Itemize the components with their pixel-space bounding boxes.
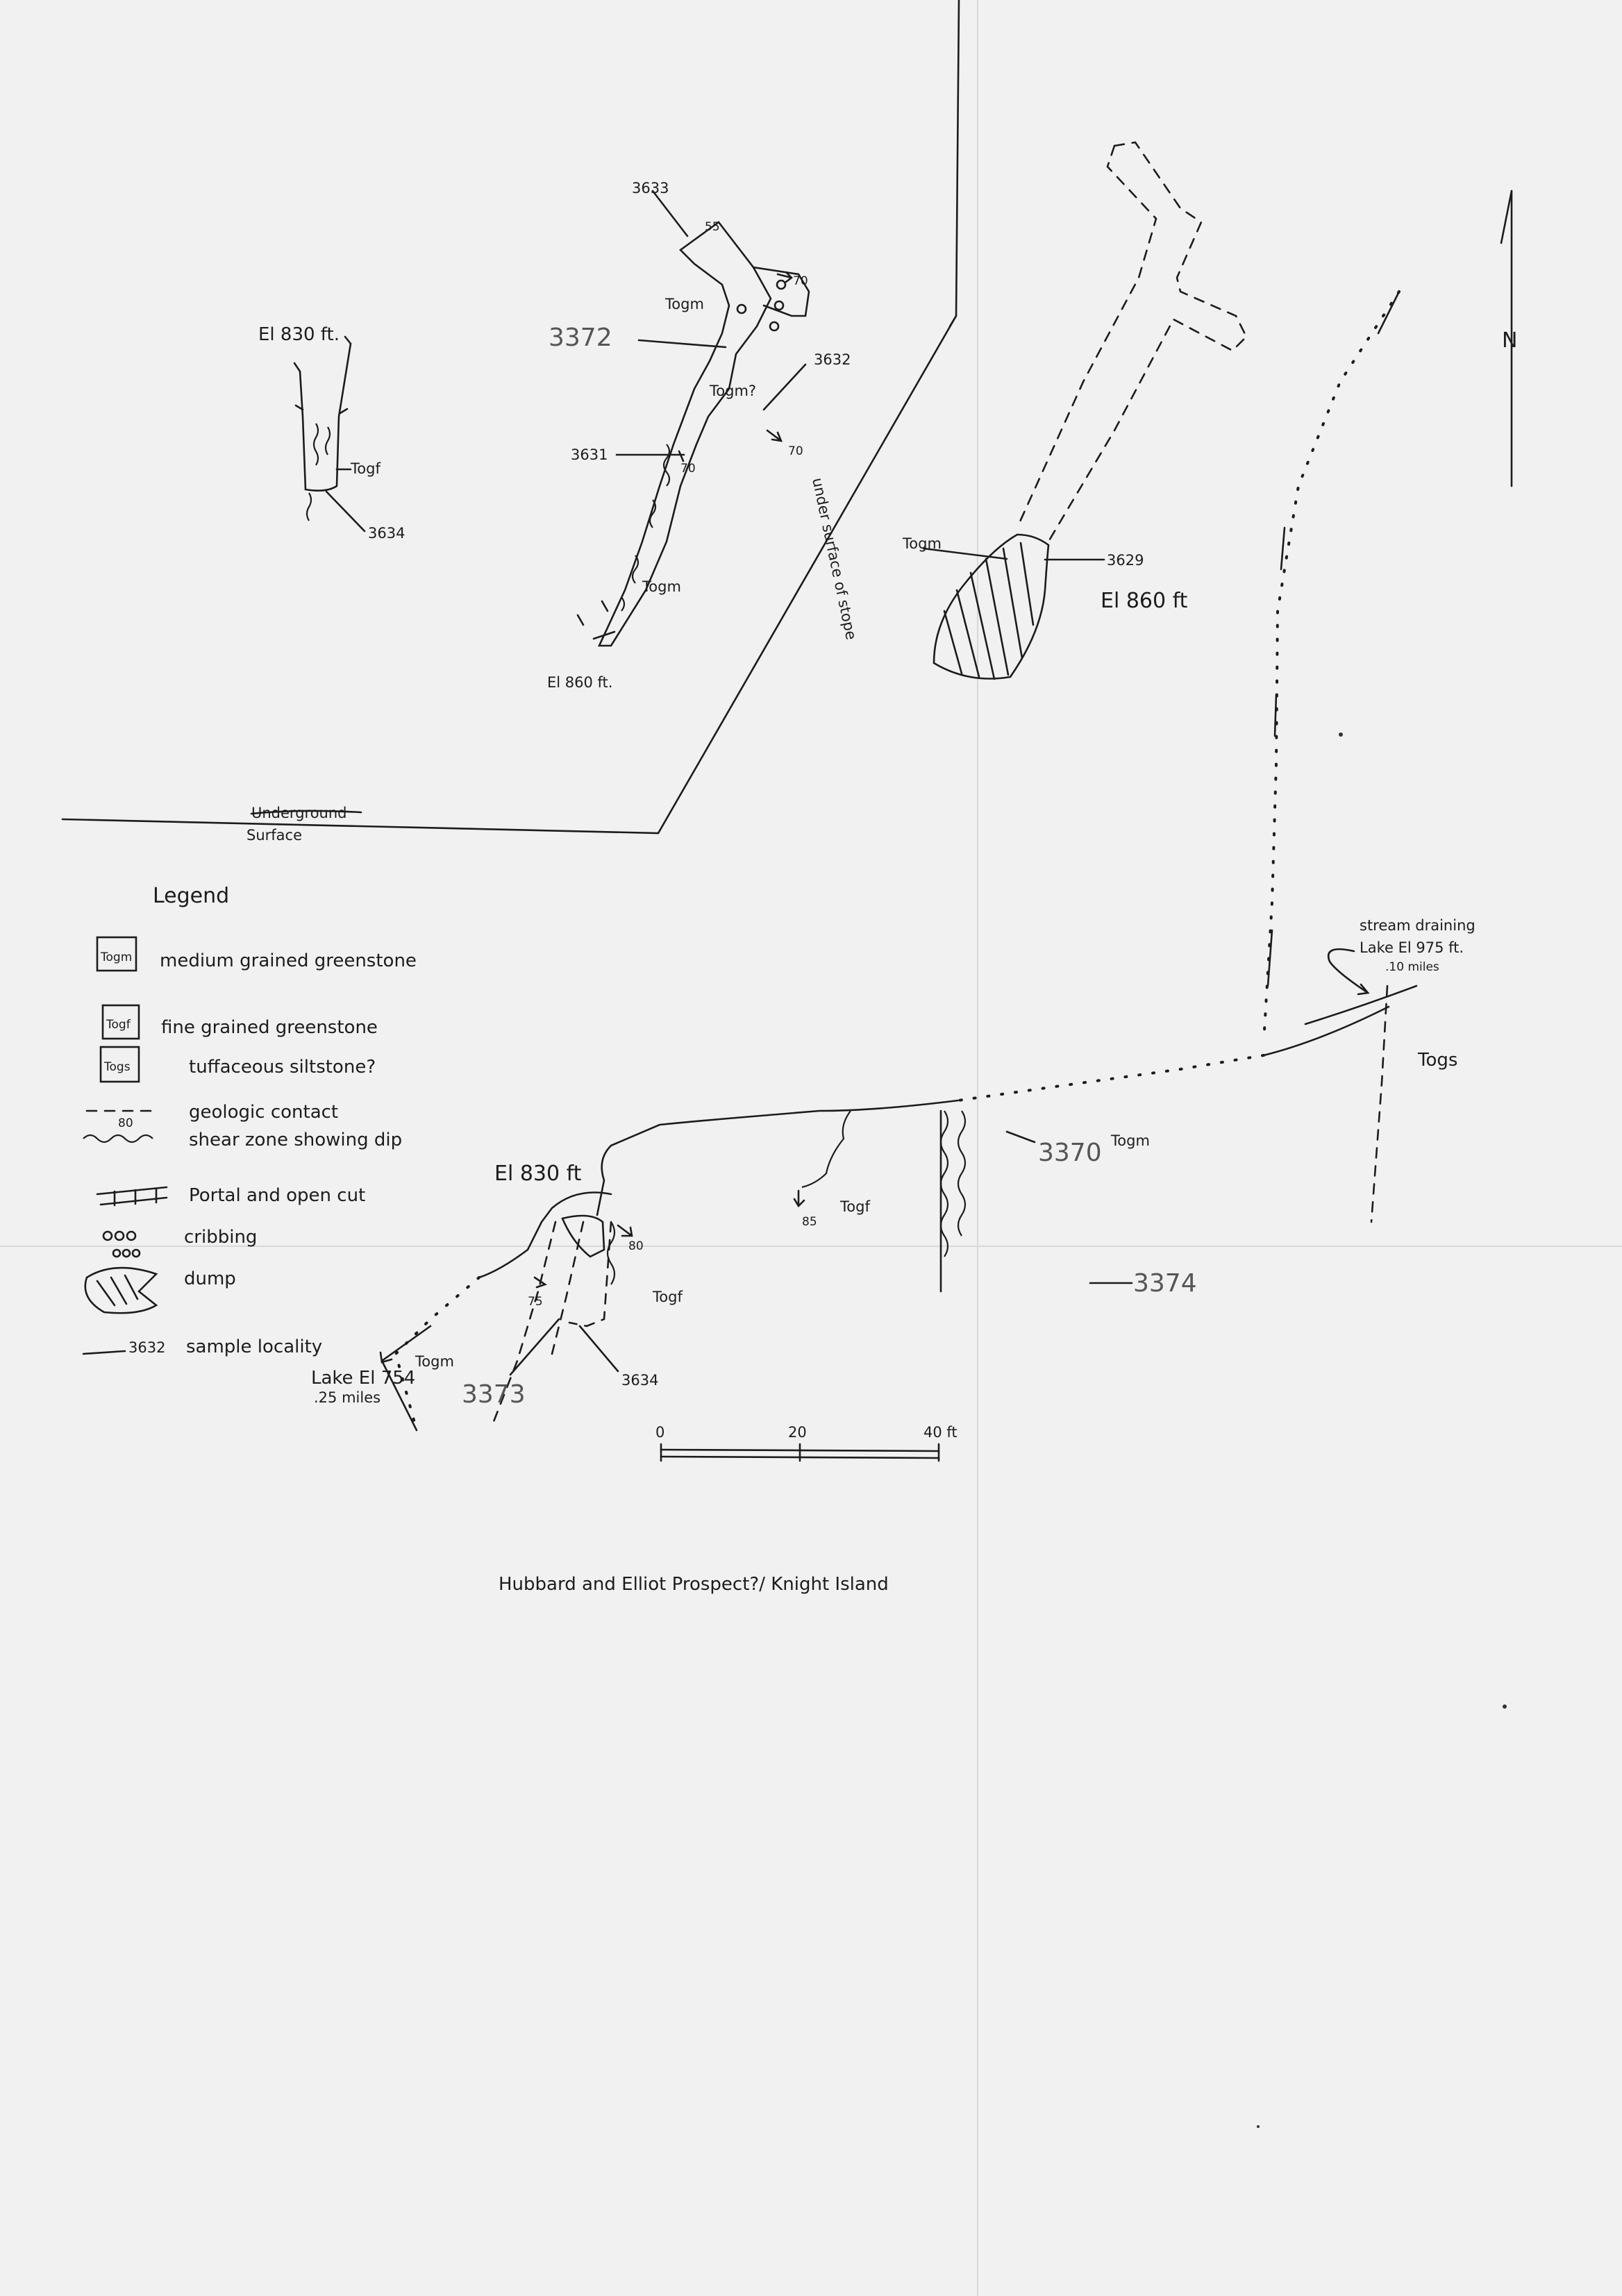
divider-tick: [950, 316, 956, 326]
shear-zone-center-left: [941, 1111, 948, 1257]
center-adit-dip-1: 70: [793, 274, 808, 288]
scale-label-0: 0: [655, 1424, 665, 1441]
shear-zone-center-right: [958, 1111, 965, 1236]
leader-3373: [510, 1319, 559, 1375]
dip-80: 80: [628, 1239, 644, 1253]
dip-85: 85: [802, 1215, 817, 1229]
trail-west: [597, 1100, 958, 1215]
left-adit-shear: [314, 424, 330, 465]
portal-elevation: El 830 ft: [494, 1162, 582, 1186]
right-adit-sample: 3629: [1107, 552, 1144, 569]
contact-east: [1371, 986, 1387, 1222]
legend-symbol-cribbing: [103, 1232, 135, 1240]
cribbing-3: [775, 301, 783, 310]
legend-text-togf: fine grained greenstone: [161, 1017, 378, 1038]
legend-sample-leader: [83, 1351, 125, 1354]
center-adit-portal: [578, 601, 614, 639]
lake-east-elevation: Lake El 975 ft.: [1360, 939, 1464, 956]
legend-symbol-portal: [97, 1187, 167, 1205]
pencil-3374: 3374: [1133, 1269, 1197, 1298]
right-adit-east-wall: [1048, 142, 1246, 542]
sample-3634-surface: 3634: [621, 1372, 659, 1389]
map-title: Hubbard and Elliot Prospect?/ Knight Island: [499, 1574, 889, 1595]
paper-speck-2: [1257, 2125, 1260, 2128]
pencil-3373: 3373: [462, 1380, 526, 1409]
center-adit-elevation: El 860 ft.: [547, 674, 613, 691]
contact-portal-east: [569, 1222, 611, 1326]
legend-symbol-dump: [85, 1250, 156, 1313]
unit-togm-sw: Togm: [415, 1353, 454, 1370]
left-adit-shear-tail: [307, 493, 311, 521]
surface-map: [311, 292, 1475, 1430]
unit-togs-east: Togs: [1418, 1050, 1458, 1071]
unit-togm-center: Togm: [1111, 1132, 1150, 1149]
trail-east: [1264, 1007, 1389, 1055]
left-adit-sample-leader: [326, 492, 365, 531]
stream-east-branch: [1305, 986, 1416, 1024]
underground-surface-divider: [62, 0, 959, 833]
legend-dump-outline: [85, 1268, 156, 1313]
legend-symbol-togf: Togf: [106, 1018, 131, 1032]
dip-arrow-80: [618, 1225, 632, 1236]
sample-3633: 3633: [632, 180, 669, 196]
center-adit-dip-4: 55: [705, 220, 720, 234]
legend-text-contact: geologic contact: [189, 1102, 339, 1123]
unit-togf-portal: Togf: [653, 1289, 683, 1305]
scale-label-40: 40 ft: [923, 1424, 958, 1441]
dip-arrow-crosscut: [767, 430, 781, 441]
dip-arrow-wall: [679, 451, 683, 461]
legend-text-sample: sample locality: [186, 1336, 323, 1357]
lake-west-elevation: Lake El 754: [311, 1368, 416, 1389]
pencil-3370: 3370: [1038, 1139, 1102, 1167]
right-adit-elevation: El 860 ft: [1101, 589, 1188, 613]
cribbing-1: [737, 305, 746, 313]
pencil-sample-3372: 3372: [549, 324, 612, 352]
north-arrow: [1501, 191, 1517, 486]
center-adit-unit-3: Togm: [642, 578, 681, 595]
legend-crib-2: [115, 1232, 124, 1240]
legend-text-togm: medium grained greenstone: [160, 950, 417, 971]
legend-symbol-shear: [83, 1135, 153, 1142]
legend-dump-crib-1: [113, 1250, 120, 1257]
center-adit-walls: [599, 222, 771, 646]
left-adit-elevation: El 830 ft.: [258, 324, 340, 345]
leader-3370: [1007, 1132, 1035, 1142]
legend-dump-crib-2: [123, 1250, 130, 1257]
legend-dump-hatch: [97, 1275, 137, 1305]
right-adit-dump-hatch: [944, 543, 1033, 679]
shear-zone-85: [802, 1111, 851, 1187]
legend-symbol-togm: Togm: [101, 950, 133, 964]
cribbing-4: [777, 280, 785, 289]
left-adit-sample: 3634: [368, 525, 406, 542]
right-adit-west-wall: [1017, 146, 1156, 528]
scale-label-20: 20: [788, 1424, 807, 1441]
legend-text-togs: tuffaceous siltstone?: [189, 1057, 376, 1078]
legend-crib-1: [103, 1232, 112, 1240]
contact-portal-mid: [552, 1222, 583, 1354]
left-adit-unit: Togf: [351, 460, 381, 477]
stream-label: stream draining: [1360, 917, 1475, 934]
legend-text-shear: shear zone showing dip: [189, 1130, 403, 1150]
legend-sample-number: 3632: [128, 1339, 166, 1356]
lake-west-distance: .25 miles: [314, 1389, 381, 1406]
leader-3634: [580, 1326, 618, 1371]
right-adit: [902, 142, 1246, 679]
legend-text-portal: Portal and open cut: [189, 1185, 366, 1206]
dip-arrow-85: [794, 1191, 804, 1206]
sample-3631: 3631: [571, 446, 608, 463]
legend-dump-crib-3: [133, 1250, 140, 1257]
left-adit: [258, 324, 405, 542]
legend-crib-3: [127, 1232, 135, 1240]
dip-75: 75: [528, 1295, 543, 1309]
paper-speck-3: [1339, 732, 1343, 737]
cribbing-2: [770, 322, 778, 330]
center-adit-unit-1: Togm: [665, 296, 704, 312]
unit-togf-center: Togf: [840, 1198, 870, 1215]
label-underground: Underground: [251, 805, 347, 821]
legend-heading: Legend: [153, 884, 230, 908]
legend-text-cribbing: cribbing: [184, 1227, 258, 1248]
right-adit-unit: Togm: [903, 535, 942, 552]
trail-dotted-middle: [958, 1055, 1264, 1100]
label-surface: Surface: [246, 827, 303, 844]
legend-symbol-togs: Togs: [104, 1060, 131, 1074]
north-label: N: [1502, 328, 1518, 353]
legend-shear-dip: 80: [118, 1116, 133, 1130]
stream-channel-solid: [1268, 292, 1399, 986]
stope-note: under surface of stope: [809, 476, 860, 642]
center-adit: [547, 180, 860, 691]
legend: [83, 884, 417, 1357]
sample-3632-leader: [764, 364, 805, 410]
sample-3372-leader: [639, 340, 726, 347]
north-arrow-head: [1501, 191, 1512, 243]
lake-east-distance: .10 miles: [1385, 960, 1439, 974]
center-adit-dip-3: 70: [680, 462, 696, 476]
sample-3632: 3632: [814, 351, 851, 368]
legend-text-dump: dump: [184, 1268, 236, 1289]
scale-bar: [655, 1424, 958, 1461]
center-adit-dip-2: 70: [788, 444, 803, 458]
left-adit-portal-ticks: [294, 337, 351, 413]
center-adit-unit-2: Togm?: [710, 383, 757, 399]
sample-3633-leader: [653, 191, 687, 236]
paper-speck-1: [1503, 1704, 1507, 1709]
